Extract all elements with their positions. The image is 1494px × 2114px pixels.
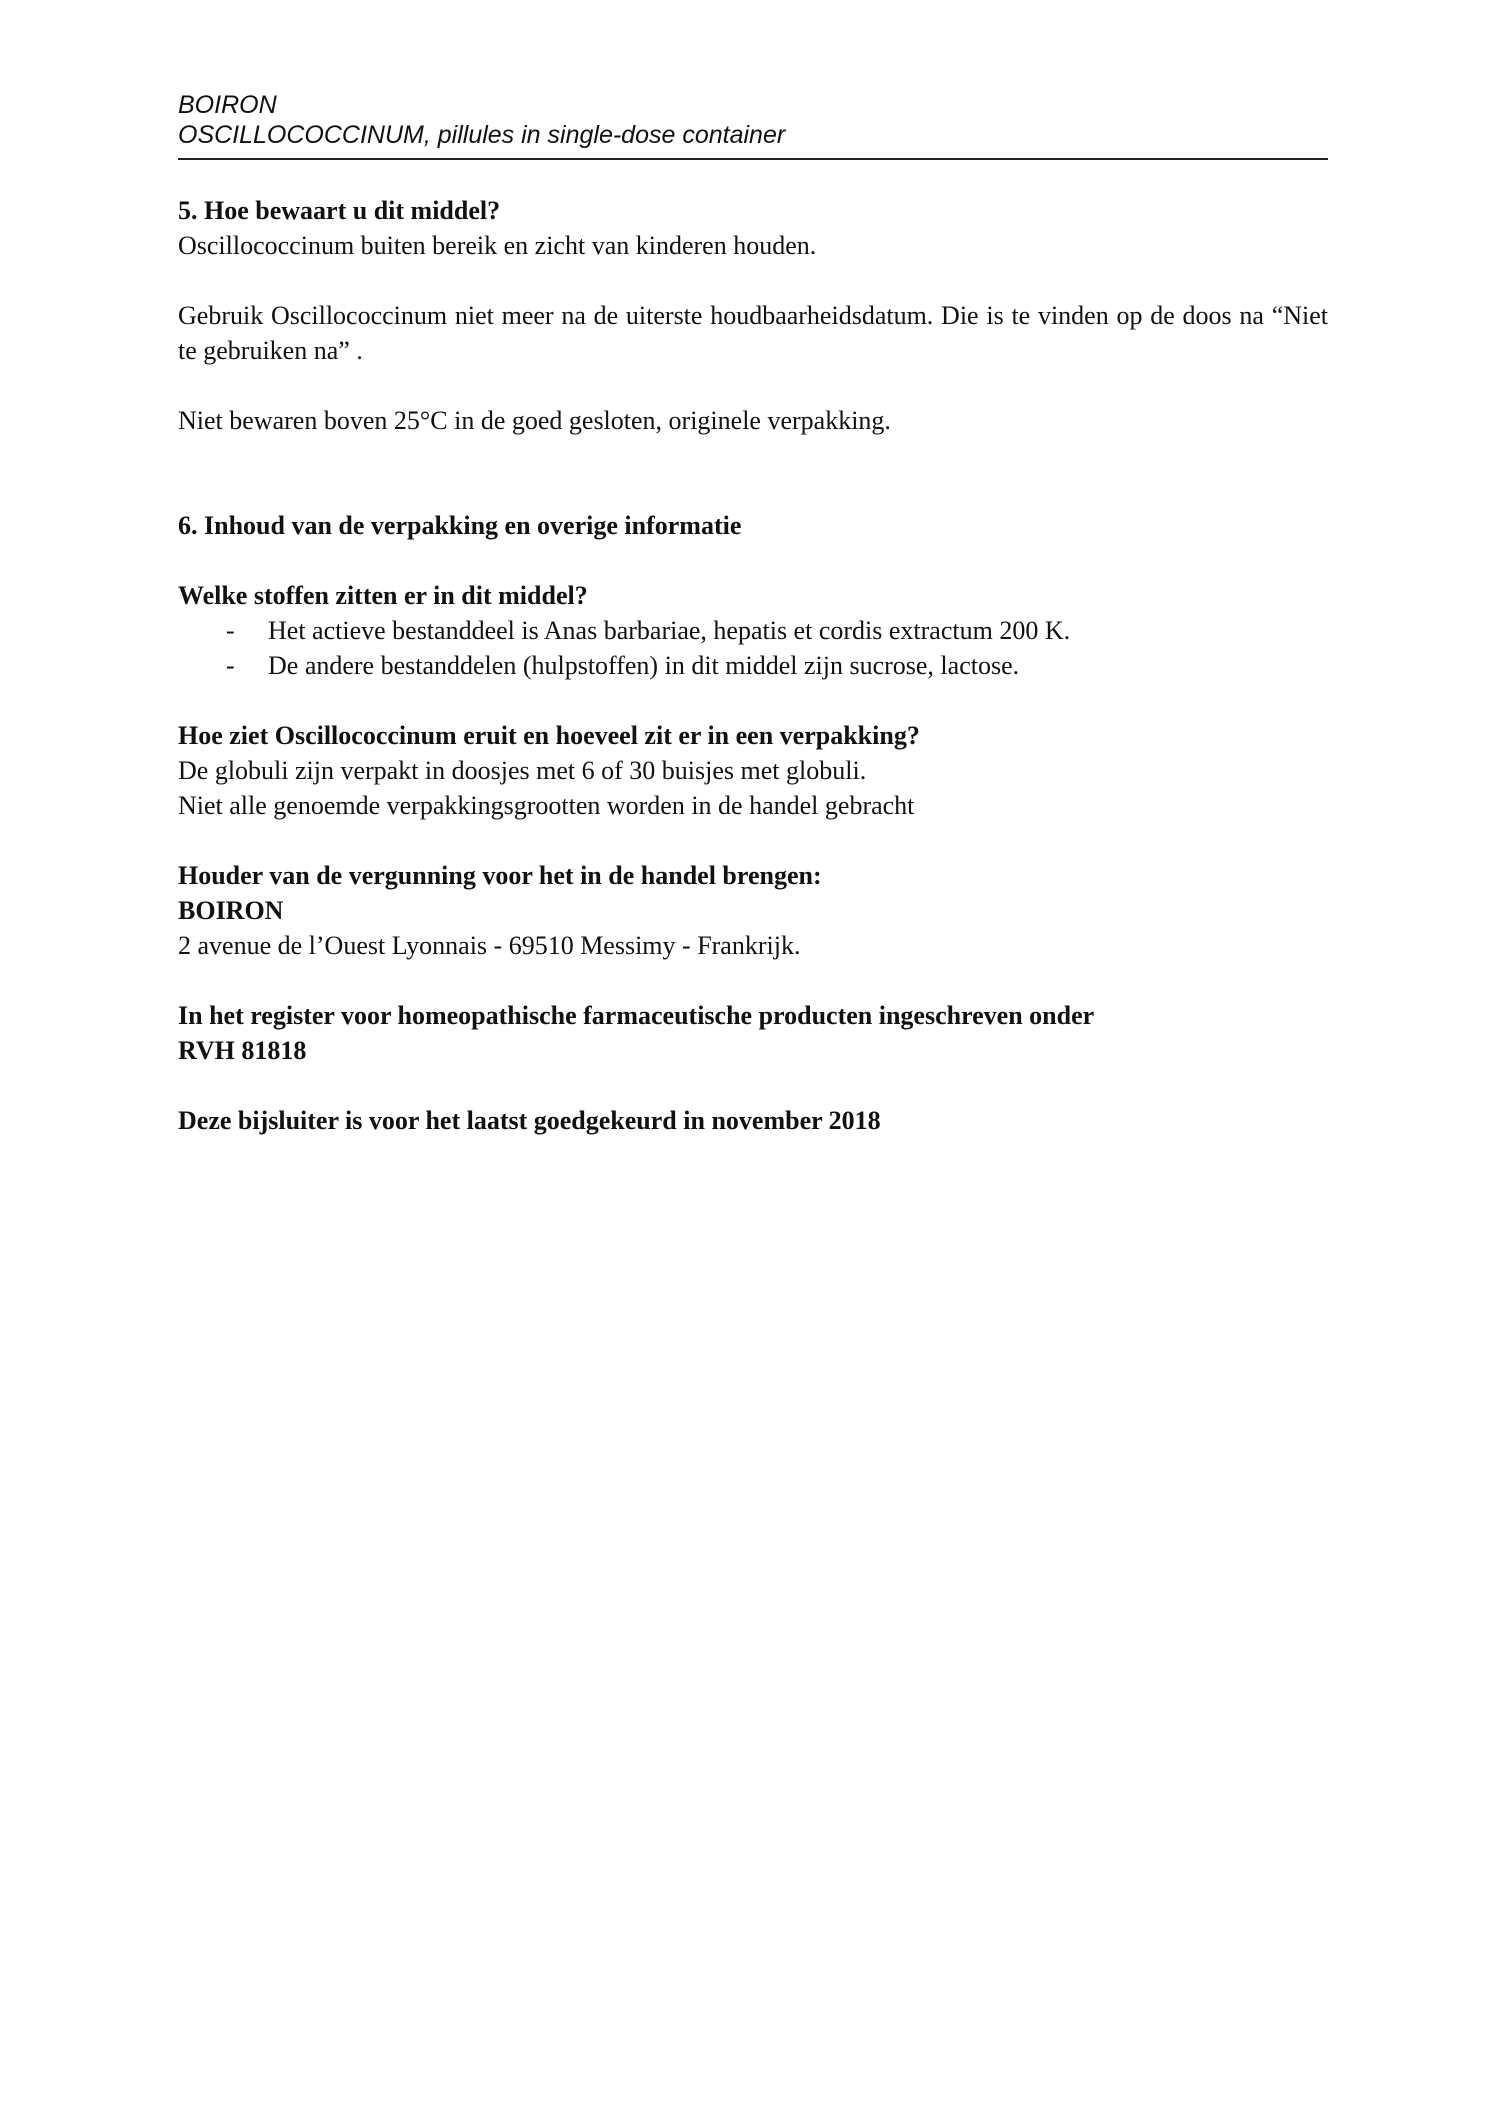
ingredients-list [178, 613, 1328, 683]
spacer [178, 543, 1328, 578]
approval-date: Deze bijsluiter is voor het laatst goedgekeurd in november 2018 [178, 1106, 881, 1135]
spacer [178, 963, 1328, 998]
spacer [178, 263, 1328, 298]
holder-address: 2 avenue de l’Ouest Lyonnais - 69510 Messimy - Frankrijk. [178, 931, 801, 960]
section5-title: 5. Hoe bewaart u dit middel? [178, 196, 501, 225]
page-header [178, 90, 1328, 160]
holder-heading: Houder van de vergunning voor het in de handel brengen: [178, 861, 822, 890]
header-product-title: OSCILLOCOCCINUM, pillules in single-dose container [178, 121, 786, 149]
section5-paragraph-3: Niet bewaren boven 25°C in de goed gesloten, originele verpakking. [178, 406, 891, 435]
ingredient-active: Het actieve bestanddeel is Anas barbariae, hepatis et cordis extractum 200 K. [268, 616, 1071, 645]
appearance-line-1: De globuli zijn verpakt in doosjes met 6 of 30 buisjes met globuli. [178, 756, 867, 785]
spacer [178, 823, 1328, 858]
ingredient-excipients: De andere bestanddelen (hulpstoffen) in dit middel zijn sucrose, lactose. [268, 651, 1020, 680]
section5-paragraph-1: Oscillococcinum buiten bereik en zicht van kinderen houden. [178, 231, 817, 260]
list-item [178, 613, 1328, 648]
spacer [178, 1068, 1328, 1103]
section5-paragraph-2: Gebruik Oscillococcinum niet meer na de uiterste houdbaarheidsdatum. Die is te vinden op de doos na “Niet te gebruiken na” . [178, 301, 1328, 365]
ingredients-heading: Welke stoffen zitten er in dit middel? [178, 581, 588, 610]
leaflet-content [178, 193, 1328, 1138]
appearance-heading: Hoe ziet Oscillococcinum eruit en hoeveel zit er in een verpakking? [178, 721, 920, 750]
list-item [178, 648, 1328, 683]
section6-title: 6. Inhoud van de verpakking en overige informatie [178, 511, 742, 540]
appearance-line-2: Niet alle genoemde verpakkingsgrootten worden in de handel gebracht [178, 791, 915, 820]
dash-bullet: - [226, 616, 235, 645]
spacer [178, 683, 1328, 718]
register-number: RVH 81818 [178, 1036, 307, 1065]
dash-bullet: - [226, 651, 235, 680]
header-company: BOIRON [178, 91, 277, 119]
register-line-1: In het register voor homeopathische farmaceutische producten ingeschreven onder [178, 1001, 1095, 1030]
spacer [178, 438, 1328, 508]
holder-name: BOIRON [178, 896, 284, 925]
spacer [178, 368, 1328, 403]
